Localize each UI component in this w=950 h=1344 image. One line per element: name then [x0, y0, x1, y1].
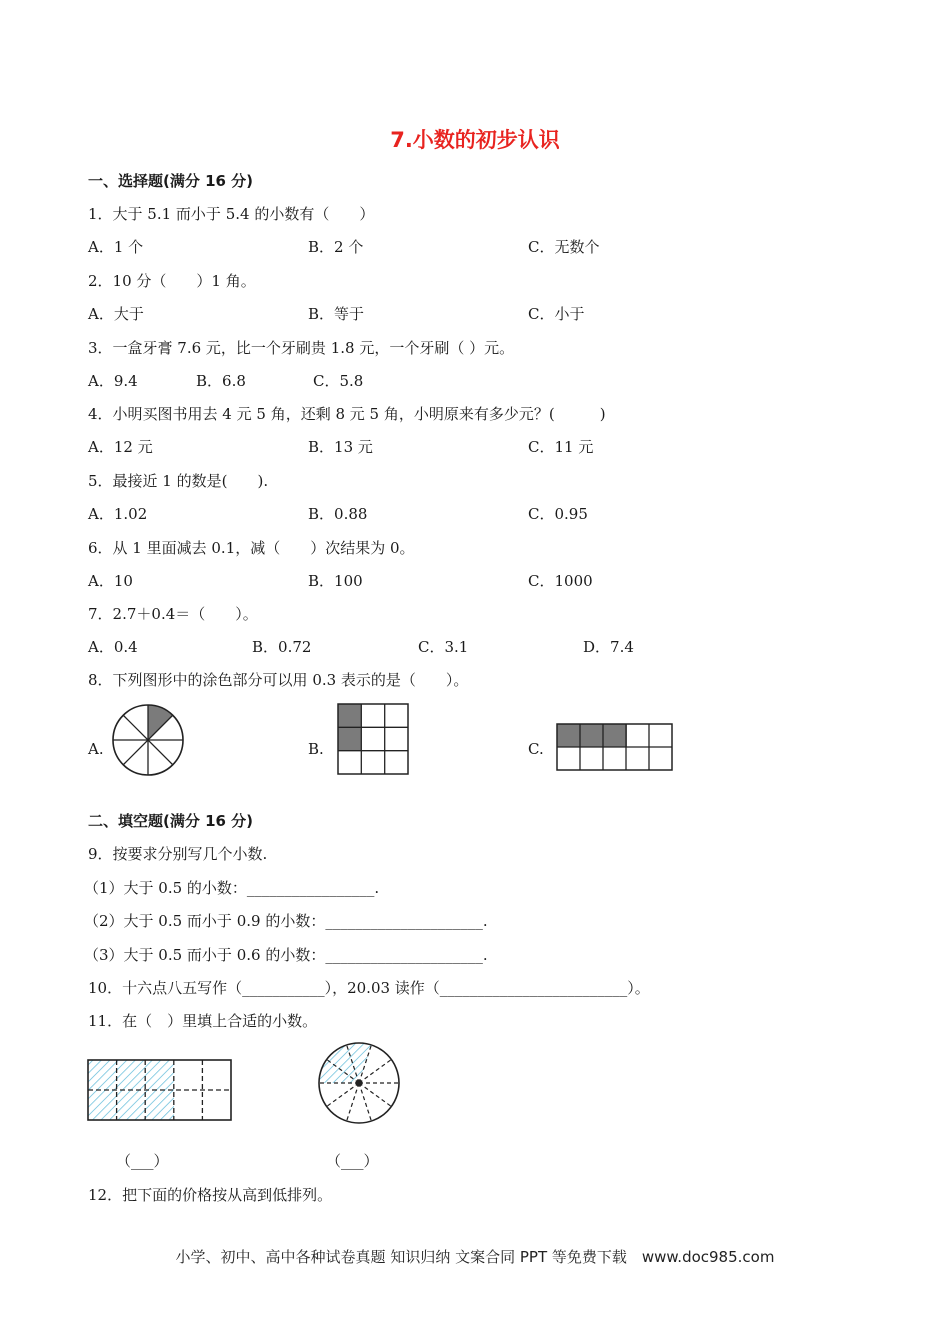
section-heading-choice: 一、选择题(满分 16 分) [88, 172, 254, 190]
option-b: B．13 元 [308, 438, 373, 456]
question-9: 9．按要求分别写几个小数. [88, 845, 268, 863]
page-title: 7.小数的初步认识 [390, 128, 560, 152]
option-a: A．12 元 [88, 438, 153, 456]
option-c: C．小于 [528, 305, 585, 323]
option-b: B．6.8 [196, 372, 246, 390]
question-5: 5．最接近 1 的数是( ). [88, 472, 269, 490]
question-3: 3．一盒牙膏 7.6 元，比一个牙刷贵 1.8 元，一个牙刷（ ）元。 [88, 339, 515, 357]
grid-3x3-figure [337, 703, 409, 775]
option-c: C．无数个 [528, 238, 600, 256]
option-c: C．11 元 [528, 438, 594, 456]
option-d: D．7.4 [583, 638, 634, 656]
question-9-part-3[interactable]: （3）大于 0.5 而小于 0.6 的小数：_____________________. [84, 946, 488, 964]
question-2: 2．10 分（ ）1 角。 [88, 272, 256, 290]
question-10[interactable]: 10．十六点八五写作（___________），20.03 读作（_________________________）。 [88, 979, 650, 997]
shaded-sector [148, 705, 173, 740]
option-a: A．1.02 [88, 505, 148, 523]
question-4: 4．小明买图书用去 4 元 5 角，还剩 8 元 5 角，小明原来有多少元？( ) [88, 405, 606, 423]
question-9-part-1[interactable]: （1）大于 0.5 的小数：_________________. [84, 879, 380, 897]
question-12: 12．把下面的价格按从高到低排列。 [88, 1186, 333, 1204]
question-7: 7．2.7＋0.4＝（ ）。 [88, 605, 258, 623]
footer-text: 小学、初中、高中各种试卷真题 知识归纳 文案合同 PPT 等免费下载 www.doc985.com [175, 1248, 775, 1266]
option-a: A．9.4 [88, 372, 138, 390]
option-c: C．0.95 [528, 505, 588, 523]
shaded-cells [557, 724, 627, 747]
option-a: A．0.4 [88, 638, 138, 656]
option-b: B. [308, 740, 324, 758]
option-a: A．10 [88, 572, 133, 590]
question-9-part-2[interactable]: （2）大于 0.5 而小于 0.9 的小数：_____________________. [84, 912, 488, 930]
option-a: A．大于 [88, 305, 144, 323]
hatched-sectors [319, 1043, 371, 1083]
option-a: A. [88, 740, 104, 758]
option-c: C．1000 [528, 572, 593, 590]
hatched-circle-figure [316, 1040, 402, 1126]
answer-blank-2[interactable]: （___） [326, 1152, 379, 1170]
option-b: B．等于 [308, 305, 365, 323]
answer-blank-1[interactable]: （___） [116, 1152, 169, 1170]
circle-eighths-figure [110, 702, 186, 778]
option-b: B．0.88 [308, 505, 368, 523]
option-c: C．5.8 [313, 372, 364, 390]
shaded-cell [338, 727, 361, 750]
option-c: C．3.1 [418, 638, 469, 656]
option-c: C. [528, 740, 544, 758]
section-heading-fill: 二、填空题(满分 16 分) [88, 812, 254, 830]
question-11: 11．在（ ）里填上合适的小数。 [88, 1012, 318, 1030]
question-1: 1．大于 5.1 而小于 5.4 的小数有（ ） [88, 205, 375, 223]
option-b: B．100 [308, 572, 363, 590]
option-b: B．2 个 [308, 238, 364, 256]
hatched-rectangle-figure [86, 1058, 236, 1124]
option-a: A．1 个 [88, 238, 144, 256]
question-8: 8．下列图形中的涂色部分可以用 0.3 表示的是（ ）。 [88, 671, 469, 689]
center-dot [356, 1080, 363, 1087]
grid-5x2-figure [555, 722, 675, 772]
shaded-cell [338, 704, 361, 727]
question-6: 6．从 1 里面减去 0.1，减（ ）次结果为 0。 [88, 539, 415, 557]
option-b: B．0.72 [252, 638, 312, 656]
